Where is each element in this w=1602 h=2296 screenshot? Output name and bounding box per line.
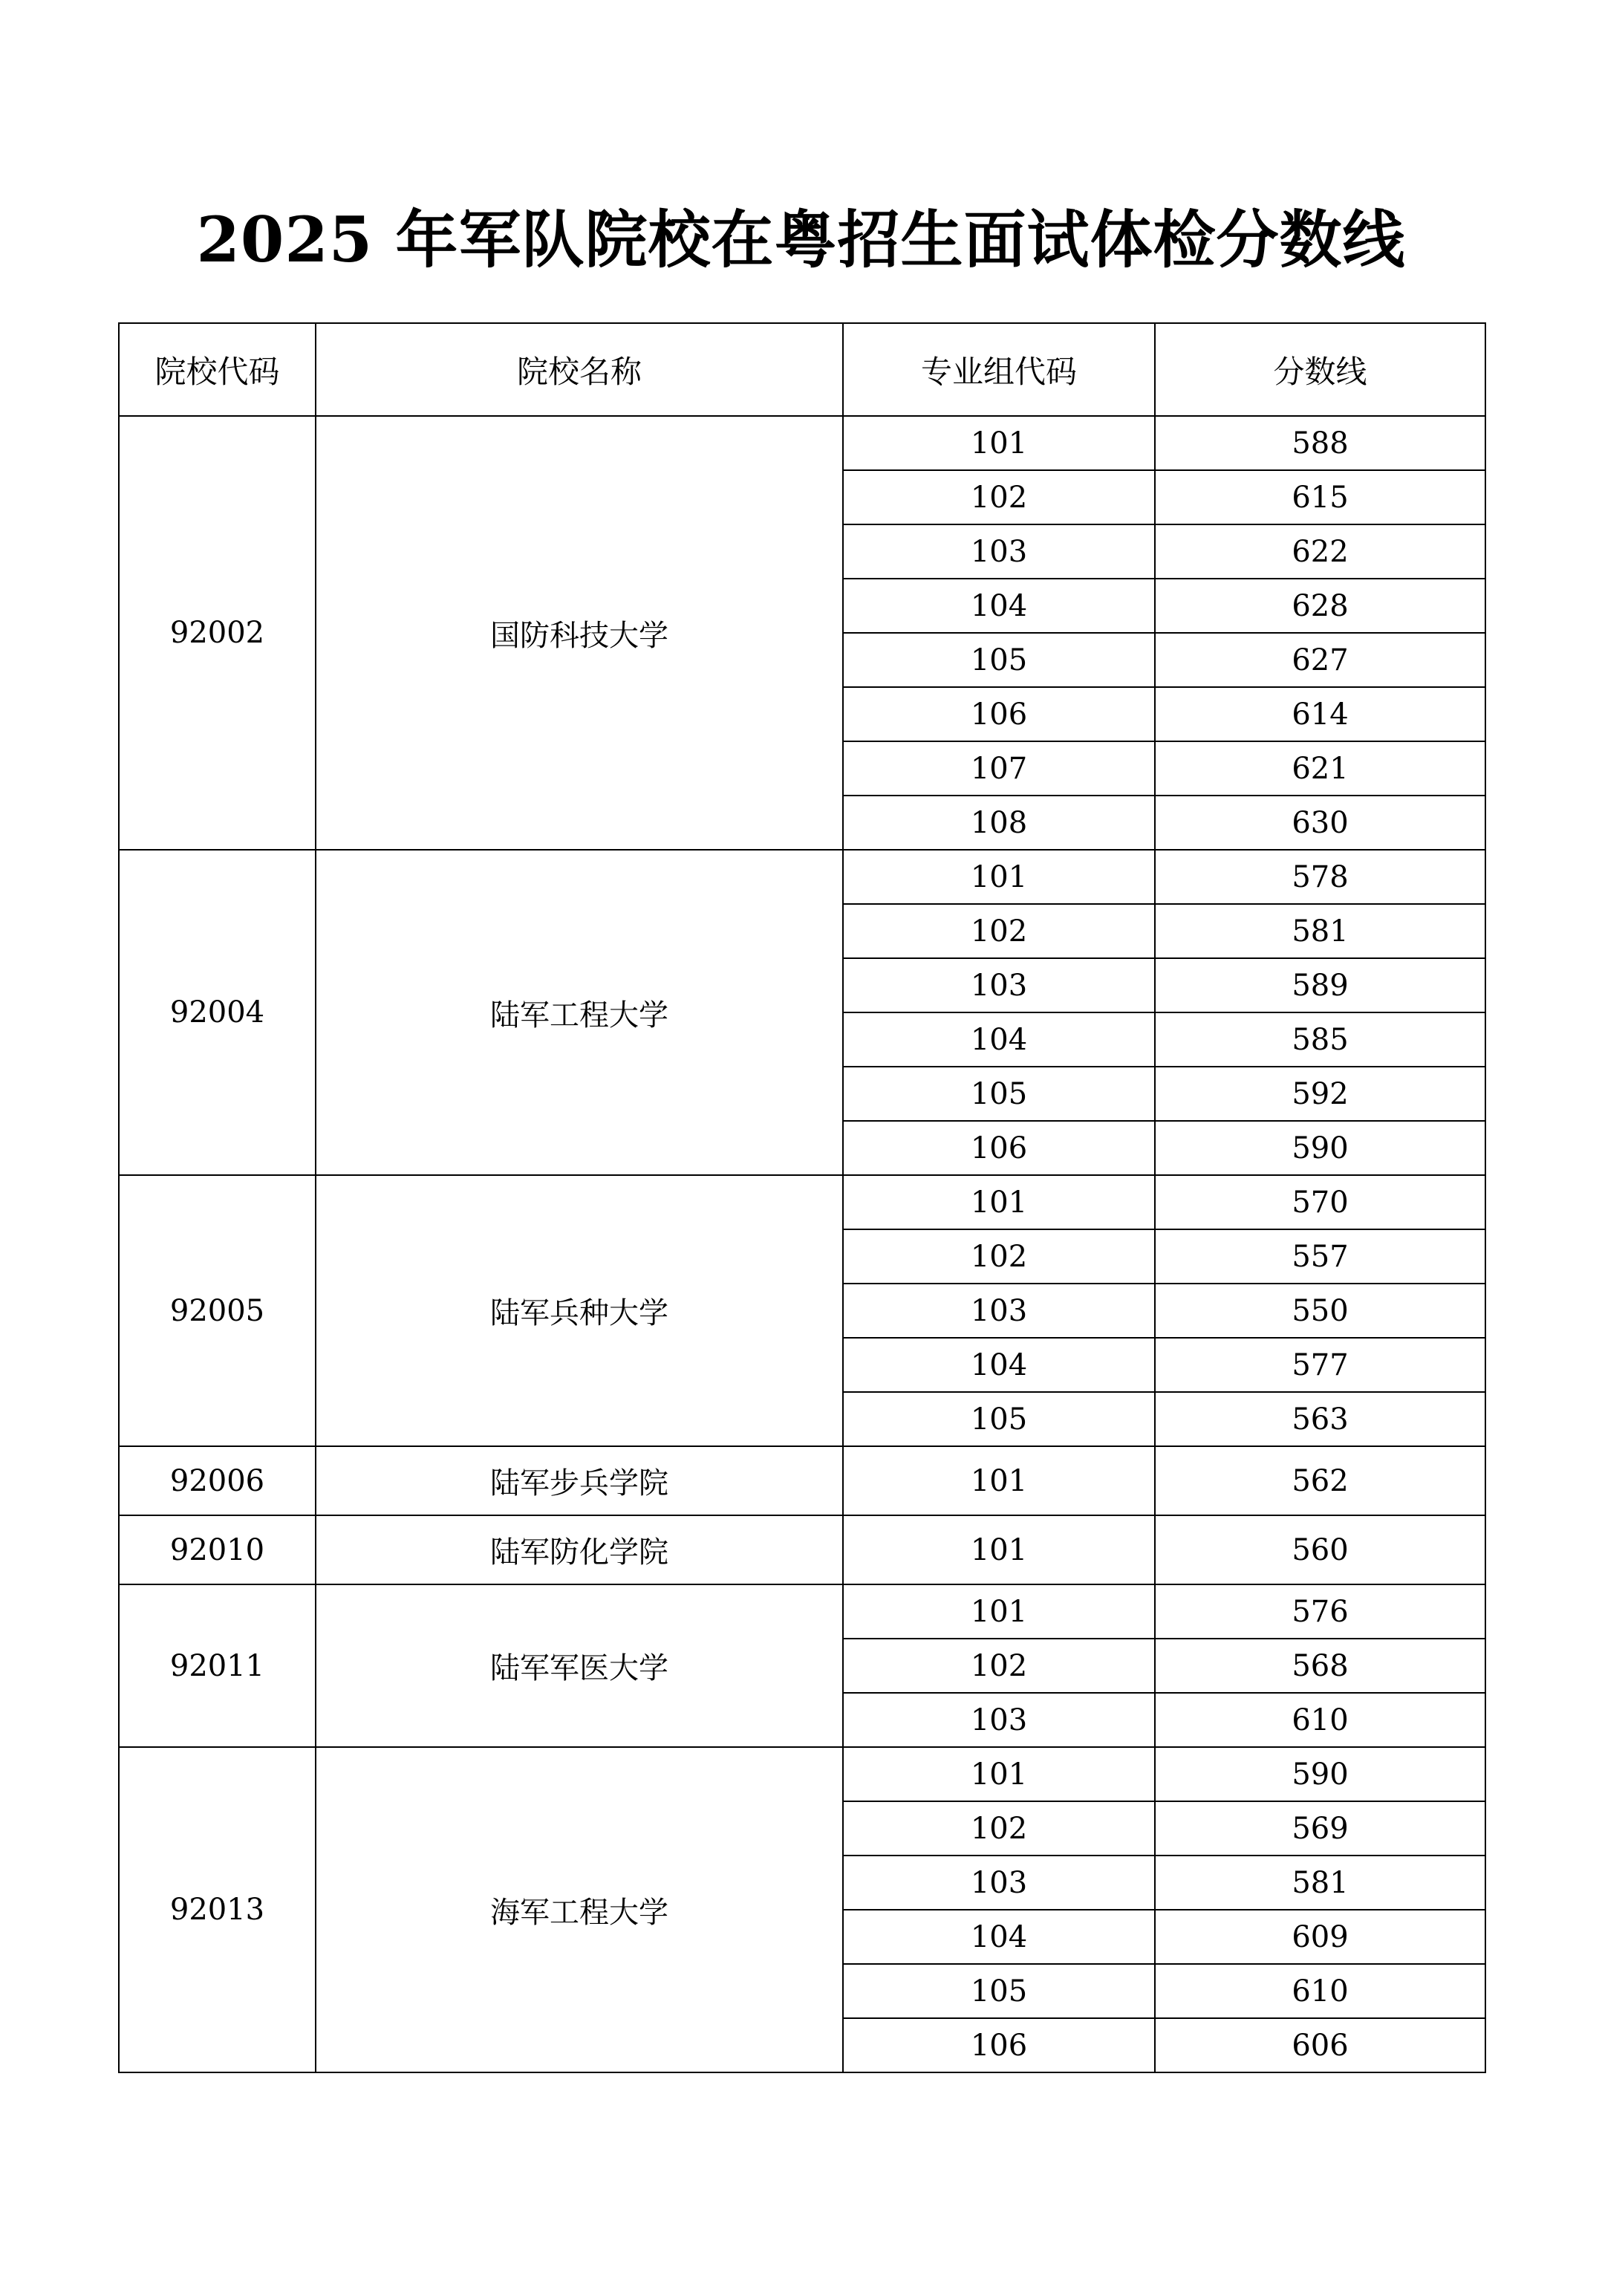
score-line-cell: 560 — [1155, 1515, 1485, 1584]
school-name-cell: 陆军工程大学 — [316, 850, 843, 1175]
group-code-cell: 106 — [843, 2018, 1155, 2072]
school-code-cell: 92005 — [119, 1175, 316, 1446]
group-code-cell: 105 — [843, 1067, 1155, 1121]
header-group-code: 专业组代码 — [843, 323, 1155, 416]
group-code-cell: 103 — [843, 1284, 1155, 1338]
header-school-code: 院校代码 — [119, 323, 316, 416]
score-line-cell: 610 — [1155, 1693, 1485, 1747]
group-code-cell: 103 — [843, 524, 1155, 579]
school-code-cell: 92002 — [119, 416, 316, 850]
school-name-cell: 陆军兵种大学 — [316, 1175, 843, 1446]
table-row — [119, 1175, 1485, 1229]
score-line-cell: 622 — [1155, 524, 1485, 579]
score-line-cell: 568 — [1155, 1639, 1485, 1693]
score-line-cell: 563 — [1155, 1392, 1485, 1446]
score-line-cell: 550 — [1155, 1284, 1485, 1338]
score-line-cell: 609 — [1155, 1910, 1485, 1964]
group-code-cell: 104 — [843, 1338, 1155, 1392]
group-code-cell: 101 — [843, 1446, 1155, 1515]
table-body — [119, 416, 1485, 2072]
school-name-cell: 陆军军医大学 — [316, 1584, 843, 1747]
score-line-cell: 589 — [1155, 958, 1485, 1012]
header-school-name: 院校名称 — [316, 323, 843, 416]
group-code-cell: 105 — [843, 633, 1155, 687]
score-line-cell: 570 — [1155, 1175, 1485, 1229]
score-line-cell: 576 — [1155, 1584, 1485, 1639]
group-code-cell: 104 — [843, 1012, 1155, 1067]
school-code-cell: 92010 — [119, 1515, 316, 1584]
group-code-cell: 103 — [843, 958, 1155, 1012]
score-line-cell: 627 — [1155, 633, 1485, 687]
table-row — [119, 850, 1485, 904]
group-code-cell: 108 — [843, 796, 1155, 850]
header-score-line: 分数线 — [1155, 323, 1485, 416]
score-line-cell: 588 — [1155, 416, 1485, 470]
group-code-cell: 102 — [843, 1229, 1155, 1284]
group-code-cell: 101 — [843, 416, 1155, 470]
group-code-cell: 105 — [843, 1392, 1155, 1446]
group-code-cell: 101 — [843, 1175, 1155, 1229]
score-line-cell: 610 — [1155, 1964, 1485, 2018]
score-table — [118, 322, 1486, 2073]
score-line-cell: 615 — [1155, 470, 1485, 524]
group-code-cell: 102 — [843, 1801, 1155, 1856]
school-name-cell: 陆军防化学院 — [316, 1515, 843, 1584]
score-line-cell: 557 — [1155, 1229, 1485, 1284]
score-line-cell: 562 — [1155, 1446, 1485, 1515]
table-row — [119, 416, 1485, 470]
group-code-cell: 104 — [843, 579, 1155, 633]
score-line-cell: 578 — [1155, 850, 1485, 904]
school-name-cell: 海军工程大学 — [316, 1747, 843, 2072]
table-row — [119, 1584, 1485, 1639]
group-code-cell: 107 — [843, 741, 1155, 796]
group-code-cell: 102 — [843, 904, 1155, 958]
score-line-cell: 581 — [1155, 904, 1485, 958]
group-code-cell: 101 — [843, 850, 1155, 904]
group-code-cell: 103 — [843, 1856, 1155, 1910]
group-code-cell: 101 — [843, 1515, 1155, 1584]
score-line-cell: 630 — [1155, 796, 1485, 850]
score-line-cell: 581 — [1155, 1856, 1485, 1910]
group-code-cell: 106 — [843, 687, 1155, 741]
school-code-cell: 92013 — [119, 1747, 316, 2072]
group-code-cell: 103 — [843, 1693, 1155, 1747]
group-code-cell: 106 — [843, 1121, 1155, 1175]
group-code-cell: 101 — [843, 1584, 1155, 1639]
score-line-cell: 614 — [1155, 687, 1485, 741]
group-code-cell: 102 — [843, 1639, 1155, 1693]
score-line-cell: 606 — [1155, 2018, 1485, 2072]
group-code-cell: 102 — [843, 470, 1155, 524]
score-line-cell: 621 — [1155, 741, 1485, 796]
page-title: 2025 年军队院校在粤招生面试体检分数线 — [196, 203, 1406, 276]
school-name-cell: 国防科技大学 — [316, 416, 843, 850]
score-line-cell: 590 — [1155, 1747, 1485, 1801]
school-code-cell: 92004 — [119, 850, 316, 1175]
score-line-cell: 585 — [1155, 1012, 1485, 1067]
school-name-cell: 陆军步兵学院 — [316, 1446, 843, 1515]
school-code-cell: 92006 — [119, 1446, 316, 1515]
table-row — [119, 1446, 1485, 1515]
group-code-cell: 104 — [843, 1910, 1155, 1964]
school-code-cell: 92011 — [119, 1584, 316, 1747]
score-line-cell: 628 — [1155, 579, 1485, 633]
table-row — [119, 1747, 1485, 1801]
score-line-cell: 577 — [1155, 1338, 1485, 1392]
table-header-row — [119, 323, 1485, 416]
score-line-cell: 590 — [1155, 1121, 1485, 1175]
score-line-cell: 569 — [1155, 1801, 1485, 1856]
table-row — [119, 1515, 1485, 1584]
score-line-cell: 592 — [1155, 1067, 1485, 1121]
group-code-cell: 101 — [843, 1747, 1155, 1801]
group-code-cell: 105 — [843, 1964, 1155, 2018]
